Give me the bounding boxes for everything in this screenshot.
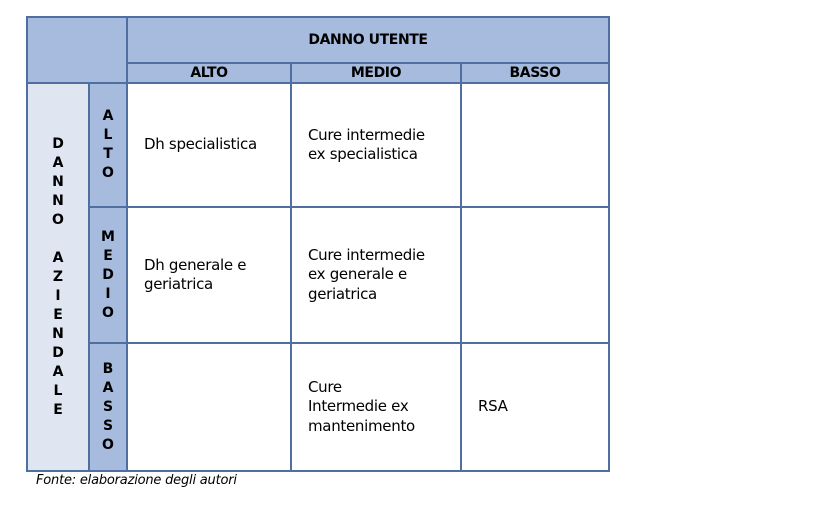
cell-alto-basso	[460, 82, 610, 208]
matrix-table	[26, 16, 610, 472]
header-danno-utente	[126, 16, 610, 64]
source-caption: Fonte: elaborazione degli autori	[36, 473, 237, 488]
row-header-danno-aziendale-label: D A N N O A Z I E N D A L E	[52, 135, 64, 418]
cell-medio-alto	[126, 206, 292, 344]
column-header-label: BASSO	[509, 65, 561, 81]
cell-basso-basso	[460, 342, 610, 472]
cell-medio-basso	[460, 206, 610, 344]
cell-text: Cure intermedie ex specialistica	[308, 125, 425, 163]
row-header-danno-aziendale	[26, 82, 90, 472]
cell-alto-medio	[290, 82, 462, 208]
cell-medio-medio	[290, 206, 462, 344]
cell-text: Cure intermedie ex generale e geriatrica	[308, 245, 425, 303]
column-header-alto	[126, 62, 292, 84]
column-header-basso	[460, 62, 610, 84]
row-header-label: A L T O	[102, 108, 114, 181]
row-header-label: B A S S O	[102, 360, 114, 453]
column-header-medio	[290, 62, 462, 84]
cell-alto-alto	[126, 82, 292, 208]
cell-text: Dh specialistica	[144, 135, 257, 154]
corner-cell	[26, 16, 128, 84]
cell-text: RSA	[478, 397, 508, 416]
header-danno-utente-label: DANNO UTENTE	[308, 32, 428, 48]
cell-basso-alto	[126, 342, 292, 472]
row-header-alto	[88, 82, 128, 208]
cell-basso-medio	[290, 342, 462, 472]
cell-text: Dh generale e geriatrica	[144, 255, 247, 293]
column-header-label: MEDIO	[350, 65, 402, 81]
cell-text: Cure Intermedie ex mantenimento	[308, 377, 415, 435]
row-header-basso	[88, 342, 128, 472]
row-header-medio	[88, 206, 128, 344]
column-header-label: ALTO	[190, 65, 228, 81]
row-header-label: M E D I O	[101, 228, 115, 321]
